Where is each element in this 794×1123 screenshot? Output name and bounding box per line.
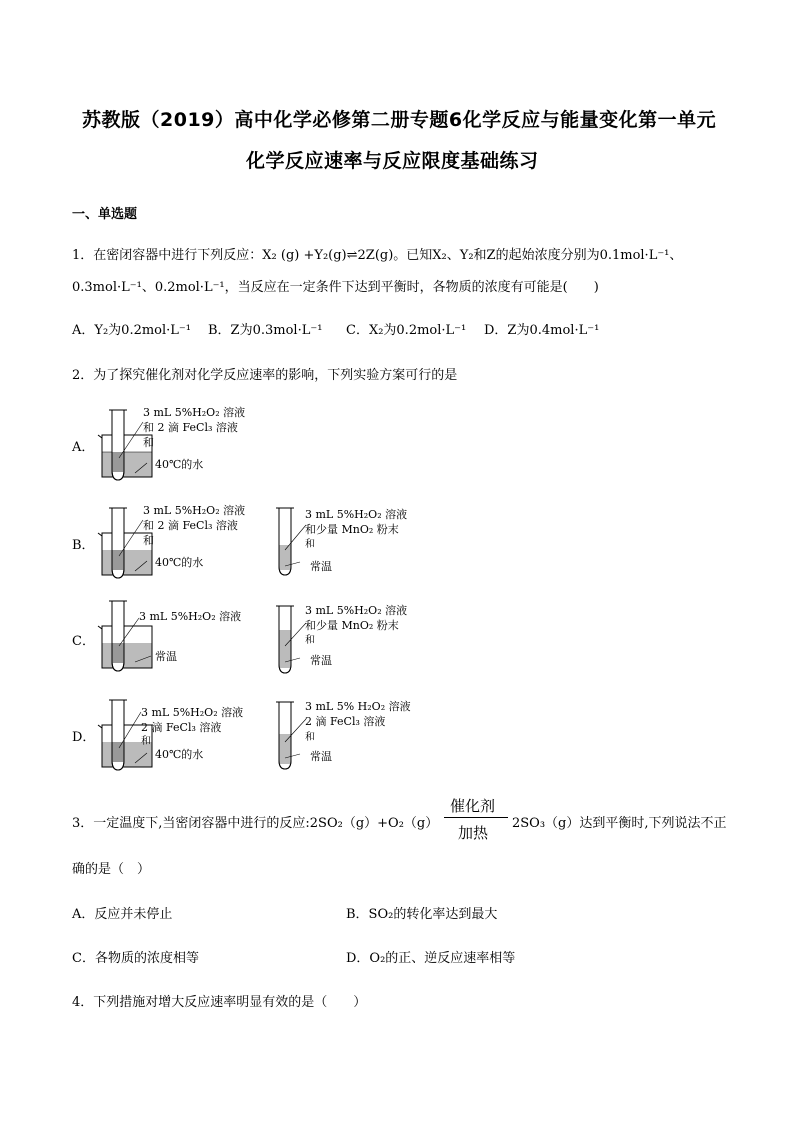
- a-left-label-3: 和: [143, 436, 154, 449]
- q2-option-b-letter: B．: [72, 538, 95, 553]
- svg-text:3 mL 5%H₂O₂ 溶液: 3 mL 5%H₂O₂ 溶液: [305, 604, 408, 617]
- svg-text:2 滴 FeCl₃ 溶液: 2 滴 FeCl₃ 溶液: [305, 715, 386, 728]
- svg-text:和: 和: [143, 534, 154, 547]
- svg-text:和 2 滴 FeCl₃ 溶液: 和 2 滴 FeCl₃ 溶液: [143, 519, 238, 532]
- svg-text:常温: 常温: [310, 750, 332, 763]
- q2-option-b-figure-right: [270, 500, 420, 580]
- q2-option-d-letter: D．: [72, 730, 96, 745]
- svg-text:3 mL 5%H₂O₂ 溶液: 3 mL 5%H₂O₂ 溶液: [305, 508, 408, 521]
- title-line-2: 化学反应速率与反应限度基础练习: [246, 150, 539, 172]
- q2-option-c-figure-left: [95, 596, 275, 676]
- svg-text:常温: 常温: [310, 654, 332, 667]
- a-left-label-1: 3 mL 5%H₂O₂ 溶液: [143, 406, 246, 419]
- svg-text:40℃的水: 40℃的水: [155, 748, 204, 761]
- q3-option-a: A．反应并未停止: [72, 907, 173, 922]
- q3-reaction-arrow: [444, 817, 508, 818]
- svg-text:和: 和: [305, 539, 315, 550]
- q1-option-d: D．Z为0.4mol·L⁻¹: [484, 323, 600, 338]
- svg-text:常温: 常温: [310, 560, 332, 573]
- q2-option-d-figure-left: [95, 690, 275, 780]
- q3-option-d: D．O₂的正、逆反应速率相等: [346, 951, 516, 966]
- svg-text:和: 和: [305, 732, 315, 743]
- q2-option-c-letter: C．: [72, 634, 95, 649]
- q3-catalyst-label: 催化剂: [450, 797, 496, 815]
- svg-text:和少量 MnO₂ 粉末: 和少量 MnO₂ 粉末: [305, 619, 399, 632]
- q3-stem-suffix: 2SO₃（g）达到平衡时,下列说法不正: [512, 816, 727, 831]
- svg-text:3 mL 5%H₂O₂ 溶液: 3 mL 5%H₂O₂ 溶液: [141, 706, 244, 719]
- svg-text:3 mL 5%H₂O₂ 溶液: 3 mL 5%H₂O₂ 溶液: [139, 610, 242, 623]
- q1-option-a: A．Y₂为0.2mol·L⁻¹: [72, 323, 192, 338]
- q2-option-c-figure-right: [270, 598, 420, 678]
- q2-option-a-figure: [95, 400, 275, 490]
- q3-option-c: C．各物质的浓度相等: [72, 951, 199, 966]
- svg-text:3 mL 5% H₂O₂ 溶液: 3 mL 5% H₂O₂ 溶液: [305, 700, 411, 713]
- q1-option-c: C．X₂为0.2mol·L⁻¹: [346, 323, 467, 338]
- section-heading: 一、单选题: [72, 207, 138, 222]
- q2-stem: 2．为了探究催化剂对化学反应速率的影响，下列实验方案可行的是: [72, 368, 458, 383]
- q2-option-b-figure-left: [95, 498, 275, 588]
- a-left-label-2: 和 2 滴 FeCl₃ 溶液: [143, 421, 238, 434]
- svg-text:和: 和: [141, 736, 151, 747]
- svg-text:和少量 MnO₂ 粉末: 和少量 MnO₂ 粉末: [305, 523, 399, 536]
- q2-option-d-figure-right: [270, 694, 420, 774]
- q4-stem: 4．下列措施对增大反应速率明显有效的是（ ）: [72, 995, 367, 1010]
- a-left-label-4: 40℃的水: [155, 458, 204, 471]
- q3-heat-label: 加热: [458, 824, 489, 842]
- q3-option-b: B．SO₂的转化率达到最大: [346, 907, 498, 922]
- svg-text:常温: 常温: [155, 650, 177, 663]
- title-line-1: 苏教版（2019）高中化学必修第二册专题6化学反应与能量变化第一单元: [82, 109, 717, 131]
- q3-line-2: 确的是（ ）: [72, 862, 151, 877]
- svg-text:和: 和: [305, 635, 315, 646]
- svg-text:3 mL 5%H₂O₂ 溶液: 3 mL 5%H₂O₂ 溶液: [143, 504, 246, 517]
- q1-line-1: 1．在密闭容器中进行下列反应：X₂ (g) +Y₂(g)⇌2Z(g)。已知X₂、Y₂和Z的起始浓度分别为0.1mol·L⁻¹、: [72, 248, 683, 263]
- svg-text:40℃的水: 40℃的水: [155, 556, 204, 569]
- q1-line-2: 0.3mol·L⁻¹、0.2mol·L⁻¹，当反应在一定条件下达到平衡时，各物质的浓度有可能是( ): [72, 280, 599, 295]
- q1-option-b: B．Z为0.3mol·L⁻¹: [208, 323, 323, 338]
- svg-text:2 滴 FeCl₃ 溶液: 2 滴 FeCl₃ 溶液: [141, 721, 222, 734]
- q2-option-a-letter: A．: [72, 440, 95, 455]
- q3-stem-prefix: 3．一定温度下,当密闭容器中进行的反应:2SO₂（g）+O₂（g）: [72, 816, 439, 831]
